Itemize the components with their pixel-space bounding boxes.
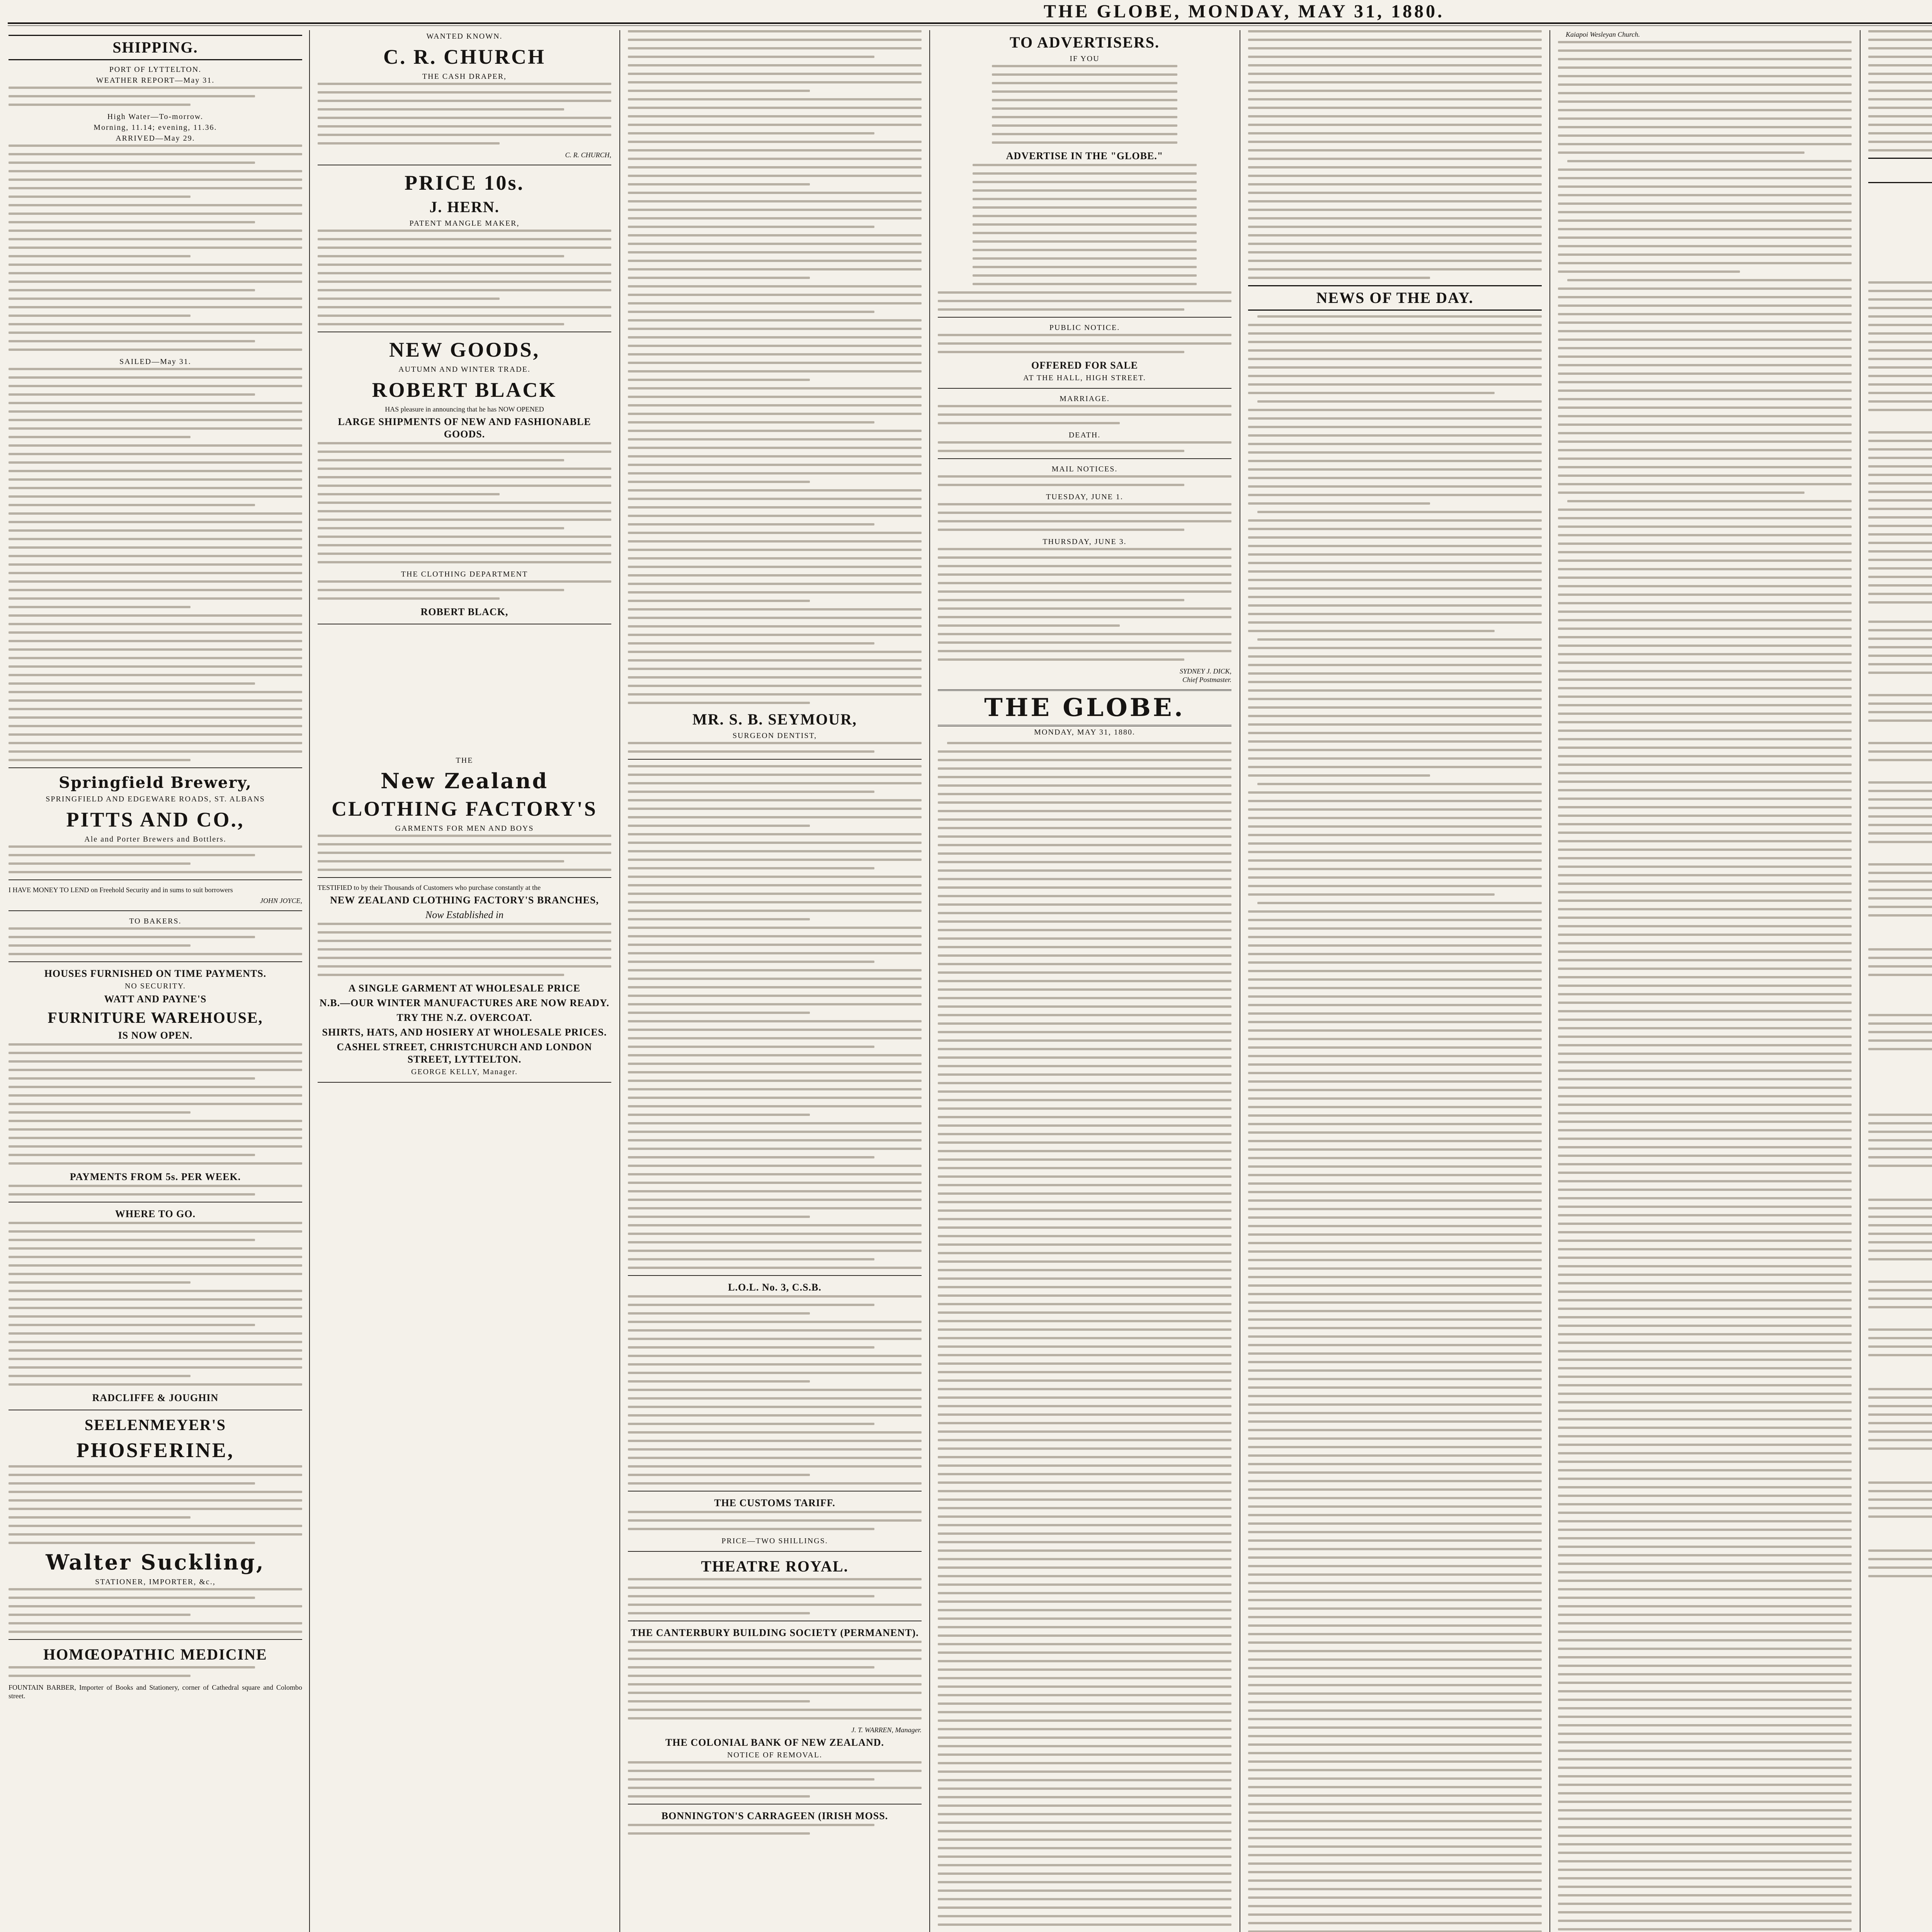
at-the-hall: AT THE HALL, HIGH STREET.: [1023, 374, 1146, 382]
offered-for-sale: OFFERED FOR SALE: [1031, 360, 1138, 371]
advertisers-heading: TO ADVERTISERS.: [1010, 34, 1160, 51]
shipping-cable-text: [1868, 742, 1932, 761]
column-1: [9, 30, 302, 1932]
ad-divider: [938, 317, 1231, 318]
press-association: [1868, 1077, 1932, 1087]
ad-divider: [9, 879, 302, 880]
wanganui-dateline: [1868, 1088, 1932, 1097]
seymour-text: [628, 742, 922, 753]
price-two-shillings: PRICE—TWO SHILLINGS.: [721, 1537, 828, 1545]
church-subheading: THE CASH DRAPER,: [422, 72, 507, 81]
death-text: [938, 441, 1231, 452]
masthead: [0, 0, 1932, 22]
ad-divider: [318, 877, 611, 878]
black-heading: ROBERT BLACK: [372, 378, 557, 401]
may-29-dateline: [1868, 610, 1932, 619]
clothing-dept-text: [318, 580, 611, 600]
building-text: [628, 1641, 922, 1719]
payments-text: [9, 1185, 302, 1196]
phosferine-heading: PHOSFERINE,: [76, 1439, 235, 1462]
bad-case-text: [1868, 1481, 1932, 1518]
clothing-department: THE CLOTHING DEPARTMENT: [401, 570, 528, 578]
police-items-heading: [1868, 1374, 1932, 1386]
english-foreign-heading: [1868, 231, 1932, 243]
warren-manager: J. T. WARREN, Manager.: [851, 1726, 922, 1734]
sailed-heading: SAILED—May 31.: [119, 357, 191, 366]
branches-list: [318, 923, 611, 976]
now-established: Now Established in: [425, 909, 504, 920]
column-rule: [1549, 30, 1550, 1932]
bakers-text: [9, 927, 302, 955]
hern-text: [318, 230, 611, 325]
news-text-end: [1868, 30, 1932, 151]
marriage-heading: MARRIAGE.: [1060, 395, 1110, 403]
watt-subheading: FURNITURE WAREHOUSE,: [48, 1009, 263, 1026]
death-heading: DEATH.: [1068, 431, 1101, 439]
may-29-text: [1868, 621, 1932, 674]
church-text: [318, 83, 611, 145]
thursday-text: [938, 548, 1231, 661]
colonial-bank-heading: THE COLONIAL BANK OF NEW ZEALAND.: [665, 1737, 884, 1748]
marriage-text: [938, 405, 1231, 424]
telegraphic-heading: [1868, 188, 1932, 200]
column-rule: [309, 30, 310, 1932]
column-rule: [619, 30, 620, 1932]
bakers-heading: TO BAKERS.: [129, 917, 182, 925]
column-3: [628, 30, 922, 1932]
wellington-dateline: [1868, 1173, 1932, 1182]
black-text: [318, 442, 611, 563]
constantinople-dateline: [1868, 923, 1932, 932]
public-notice: PUBLIC NOTICE.: [1049, 323, 1120, 332]
suspicious-death-heading: [1868, 1536, 1932, 1548]
houses-heading: HOUSES FURNISHED ON TIME PAYMENTS.: [44, 968, 267, 979]
mail-notices-heading: MAIL NOTICES.: [1051, 465, 1118, 473]
notice-of-removal: NOTICE OF REMOVAL.: [727, 1751, 823, 1759]
new-goods-heading: NEW GOODS,: [389, 338, 540, 361]
st-michael-text: [1868, 781, 1932, 843]
lol-heading: L.O.L. No. 3, C.S.B.: [728, 1282, 821, 1293]
european-conference-heading: [1868, 849, 1932, 862]
black-open: HAS pleasure in announcing that he has NOW OPENED: [385, 405, 544, 413]
globe-title: THE GLOBE.: [938, 689, 1231, 726]
ad-divider: [628, 1491, 922, 1492]
price-heading: PRICE 10s.: [404, 171, 525, 194]
news-of-the-day-heading: NEWS OF THE DAY.: [1248, 285, 1542, 311]
column-2: [318, 30, 611, 1932]
ad-divider: [9, 910, 302, 911]
shipping-heading-cable: [1868, 728, 1932, 740]
invercargill-dateline: [1868, 1456, 1932, 1465]
tuesday-text: [938, 503, 1231, 531]
new-zealand-heading: New Zealand: [380, 769, 549, 793]
brewery-heading: Springfield Brewery,: [59, 774, 252, 792]
page-title: THE GLOBE, MONDAY, MAY 31, 1880.: [1043, 1, 1444, 22]
seymour-heading: MR. S. B. SEYMOUR,: [692, 711, 857, 728]
ad-divider: [628, 759, 922, 760]
tuesday-heading: TUESDAY, JUNE 1.: [1046, 493, 1123, 501]
money-signature: JOHN JOYCE,: [260, 897, 302, 905]
advertisers-list-2: [938, 164, 1231, 285]
church-signature: C. R. CHURCH,: [565, 151, 611, 159]
hern-heading: J. HERN.: [429, 198, 500, 216]
ad-divider: [9, 767, 302, 768]
customs-heading: THE CUSTOMS TARIFF.: [714, 1497, 835, 1509]
port-heading: PORT OF LYTTELTON.: [109, 65, 202, 74]
markets-text: [1868, 281, 1932, 411]
ad-divider: [9, 1639, 302, 1640]
radcliffe-heading: RADCLIFFE & JOUGHIN: [92, 1392, 219, 1403]
bonnington-heading: BONNINGTON'S CARRAGEEN (IRISH MOSS.: [661, 1810, 888, 1821]
nz-branches: NEW ZEALAND CLOTHING FACTORY'S BRANCHES,: [330, 895, 599, 906]
markets-heading: [1868, 267, 1932, 280]
pitts-subheading: Ale and Porter Brewers and Bottlers.: [84, 835, 226, 844]
pitts-heading: PITTS AND CO.,: [66, 808, 245, 831]
column-4: [938, 30, 1231, 1932]
sailings-text: [9, 368, 302, 761]
timaru-dateline: [1868, 1362, 1932, 1372]
watt-text: [9, 1043, 302, 1165]
wanted-known-heading: WANTED KNOWN.: [426, 32, 503, 41]
for-sale-ads: [628, 1321, 922, 1485]
advertising-rates: [938, 291, 1231, 311]
editorial-text: [938, 742, 1231, 1932]
ambassador-text: [1868, 948, 1932, 976]
postmaster-name: SYDNEY J. DICK,: [1179, 667, 1231, 675]
wool-text: [1868, 694, 1932, 722]
column-rule: [1860, 30, 1861, 1932]
if-you: IF YOU: [1070, 54, 1100, 63]
column-6: [1558, 30, 1852, 1932]
wanted-ads: [628, 30, 922, 704]
eleven-text: [1868, 431, 1932, 604]
money-to-lend: I HAVE MONEY TO LEND on Freehold Security and in sums to suit borrowers: [9, 886, 233, 894]
column-5: [1248, 30, 1542, 1932]
advertise-in-globe: ADVERTISE IN THE "GLOBE.": [1006, 150, 1163, 162]
mail-text: [938, 475, 1231, 486]
where-text: [9, 1222, 302, 1386]
ad-divider: [938, 388, 1231, 389]
the-label: THE: [456, 756, 473, 765]
charge-text: [1868, 1114, 1932, 1167]
australia-heading: [1868, 982, 1932, 1001]
public-notice-text: [938, 334, 1231, 353]
pitts-text: [9, 845, 302, 873]
wanted-ads-2: [628, 765, 922, 1269]
seelenmeyer-heading: SEELENMEYER'S: [84, 1416, 226, 1434]
ketch-text: [1868, 1281, 1932, 1308]
black-large-shipments: LARGE SHIPMENTS OF NEW AND FASHIONABLE GOODS.: [338, 416, 591, 440]
melbourne-text: [1868, 1014, 1932, 1050]
theatre-text: [628, 1578, 922, 1614]
charge-broken-down-heading: [1868, 1100, 1932, 1112]
news-text: [1248, 315, 1542, 1932]
where-heading: WHERE TO GO.: [115, 1208, 196, 1219]
globe-dateline: MONDAY, MAY 31, 1880.: [1034, 728, 1135, 736]
conference-text: [1868, 863, 1932, 917]
column-6-lead: Kaiapoi Wesleyan Church.: [1566, 31, 1640, 38]
customs-text: [628, 1511, 922, 1530]
masthead-rule: [8, 22, 1932, 24]
garments-line: GARMENTS FOR MEN AND BOYS: [395, 824, 534, 833]
black-signature: ROBERT BLACK,: [420, 606, 509, 617]
building-society-heading: THE CANTERBURY BUILDING SOCIETY (PERMANENT).: [631, 1627, 919, 1638]
column-7: [1868, 30, 1932, 1932]
now-open: IS NOW OPEN.: [118, 1030, 193, 1041]
no-security: NO SECURITY.: [124, 982, 186, 990]
column-rule: [929, 30, 930, 1932]
cable-news-heading: [1868, 204, 1932, 228]
seymour-subheading: SURGEON DENTIST,: [732, 731, 817, 740]
ad-divider: [9, 961, 302, 962]
editorial-continued: [1248, 30, 1542, 279]
winter-manufactures: N.B.—OUR WINTER MANUFACTURES ARE NOW READY.: [320, 997, 609, 1009]
second-edition-heading: [1868, 158, 1932, 183]
lol-text: [628, 1295, 922, 1315]
bad-case-heading: [1868, 1468, 1932, 1480]
cashel-street: CASHEL STREET, CHRISTCHURCH AND LONDON STREET, LYTTELTON.: [337, 1041, 592, 1065]
st-michael-heading: [1868, 767, 1932, 780]
ad-divider: [318, 1082, 611, 1083]
fatal-text: [1868, 1328, 1932, 1356]
homeopathic-heading: HOMŒOPATHIC MEDICINE: [43, 1646, 267, 1663]
watt-heading: WATT AND PAYNE'S: [104, 993, 207, 1005]
church-heading: C. R. CHURCH: [383, 45, 546, 68]
australian-eleven-heading: [1868, 417, 1932, 430]
dunedin-dateline: [1868, 1524, 1932, 1533]
ad-divider: [938, 458, 1231, 459]
autumn-winter: AUTUMN AND WINTER TRADE.: [398, 365, 531, 374]
appeal-court-heading: [1868, 1185, 1932, 1197]
wool-sales-heading: [1868, 680, 1932, 692]
suspicious-text: [1868, 1549, 1932, 1577]
shirts-hats: SHIRTS, HATS, AND HOSIERY AT WHOLESALE PRICES.: [322, 1027, 607, 1038]
thursday-heading: THURSDAY, JUNE 3.: [1043, 537, 1127, 546]
arrivals-text: [9, 145, 302, 351]
ketch-heading: [1868, 1267, 1932, 1279]
fatal-results-heading: [1868, 1315, 1932, 1327]
clothing-factory-heading: CLOTHING FACTORY'S: [332, 797, 597, 820]
removal-text: [628, 1761, 922, 1798]
police-text: [1868, 1388, 1932, 1450]
single-garment: A SINGLE GARMENT AT WHOLESALE PRICE: [348, 983, 581, 994]
melbourne-dateline: [1868, 1003, 1932, 1012]
weather-report: WEATHER REPORT—May 31.: [96, 76, 215, 85]
walter-text: [9, 1588, 302, 1633]
theatre-heading: THEATRE ROYAL.: [701, 1558, 849, 1575]
london-dateline: [1868, 256, 1932, 265]
brewery-subheading: SPRINGFIELD AND EDGEWARE ROADS, ST. ALBANS: [46, 795, 265, 803]
high-water-times: Morning, 11.14; evening, 11.36.: [94, 123, 217, 132]
payments-line: PAYMENTS FROM 5s. PER WEEK.: [70, 1171, 241, 1182]
kelly-manager: GEORGE KELLY, Manager.: [411, 1068, 518, 1076]
testified-text: TESTIFIED to by their Thousands of Customers who purchase constantly at the: [318, 884, 541, 891]
news-text-continued: [1558, 41, 1852, 1932]
walter-subheading: STATIONER, IMPORTER, &c.,: [95, 1578, 216, 1586]
ad-divider: [628, 1551, 922, 1552]
new-zealand-heading-cable: [1868, 1056, 1932, 1075]
fountain-barber: FOUNTAIN BARBER, Importer of Books and Stationery, corner of Cathedral square and Colombo street.: [9, 1684, 302, 1700]
high-water-heading: High Water—To-morrow.: [107, 112, 204, 121]
garments-text: [318, 835, 611, 871]
reuters-line: [1868, 245, 1932, 254]
homeopathic-text: [9, 1666, 302, 1677]
appeal-text: [1868, 1199, 1932, 1260]
postmaster-title: Chief Postmaster.: [1182, 676, 1231, 684]
weather-text: [9, 87, 302, 106]
ad-divider: [628, 1275, 922, 1276]
special-ambassador-heading: [1868, 934, 1932, 947]
hern-subheading: PATENT MANGLE MAKER,: [409, 219, 520, 228]
shipping-heading: SHIPPING.: [9, 35, 302, 60]
arrived-heading: ARRIVED—May 29.: [116, 134, 195, 143]
walter-heading: Walter Suckling,: [46, 1550, 265, 1575]
nz-overcoat: TRY THE N.Z. OVERCOAT.: [396, 1012, 532, 1023]
advertisers-list: [938, 65, 1231, 144]
phosferine-text: [9, 1465, 302, 1544]
bonnington-text: [628, 1824, 922, 1835]
